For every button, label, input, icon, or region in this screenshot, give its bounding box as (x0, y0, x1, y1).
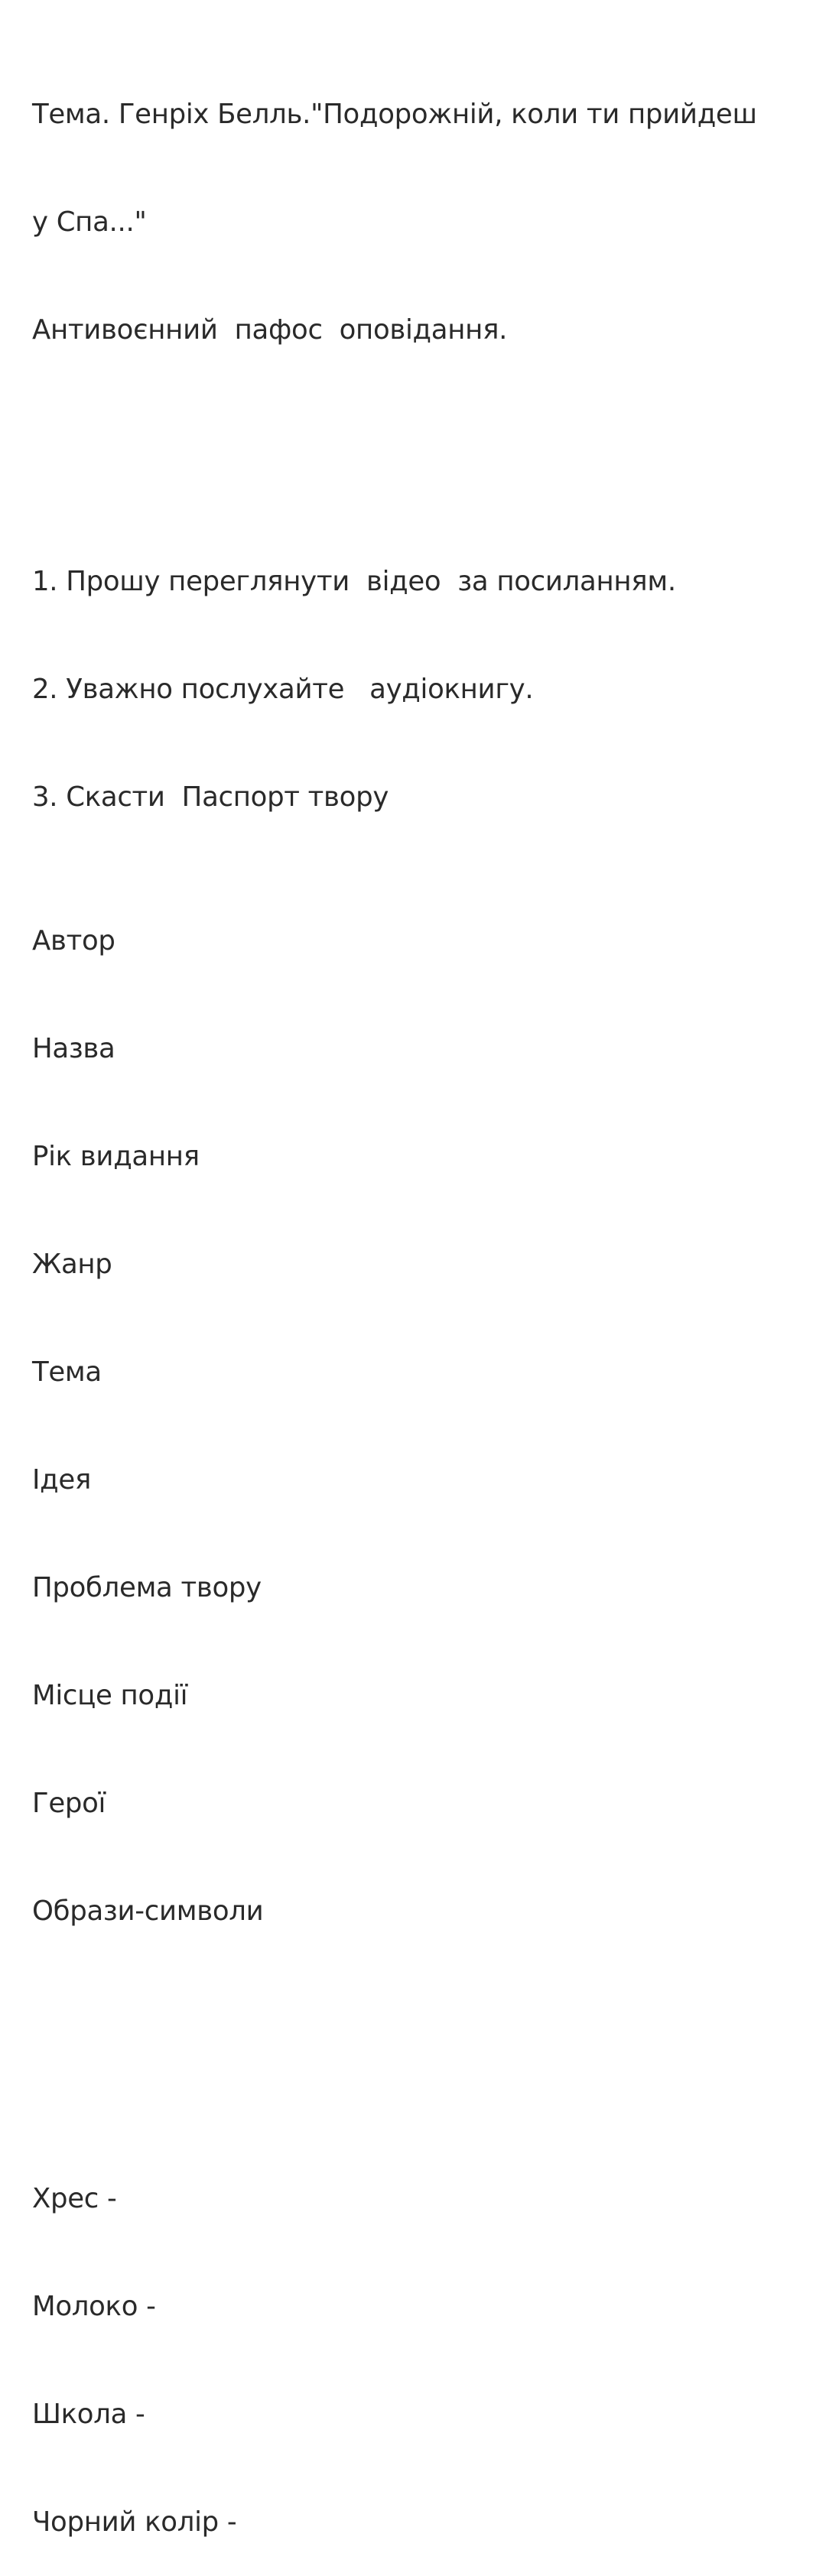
passport-field: Герої (32, 1788, 106, 1819)
passport-field: Рік видання (32, 1141, 200, 1172)
symbol-item: Молоко - (32, 2291, 156, 2322)
symbol-item: Хрес - (32, 2183, 117, 2214)
spacer (32, 420, 805, 456)
task-item: 3. Скасти Паспорт твору (32, 781, 389, 813)
passport-field: Назва (32, 1033, 115, 1064)
symbol-item: Чорний колір - (32, 2506, 237, 2538)
passport-field: Образи-символи (32, 1895, 264, 1927)
document-body (32, 24, 805, 2576)
passport-field: Жанр (32, 1249, 112, 1280)
title-line-1: Тема. Генріх Белль."Подорожній, коли ти прийдеш (32, 99, 757, 130)
passport-field: Місце події (32, 1680, 188, 1711)
task-item: 1. Прошу переглянути відео за посиланням. (32, 566, 676, 597)
subtitle: Антивоєнний пафос оповідання. (32, 314, 508, 346)
title-line-2: у Спа..." (32, 206, 147, 238)
passport-field: Тема (32, 1356, 102, 1388)
symbol-item: Школа - (32, 2399, 145, 2430)
passport-field: Проблема твору (32, 1572, 262, 1603)
passport-field: Автор (32, 925, 115, 957)
spacer (32, 2037, 805, 2073)
task-item: 2. Уважно послухайте аудіокнигу. (32, 674, 534, 705)
passport-field: Ідея (32, 1464, 92, 1496)
